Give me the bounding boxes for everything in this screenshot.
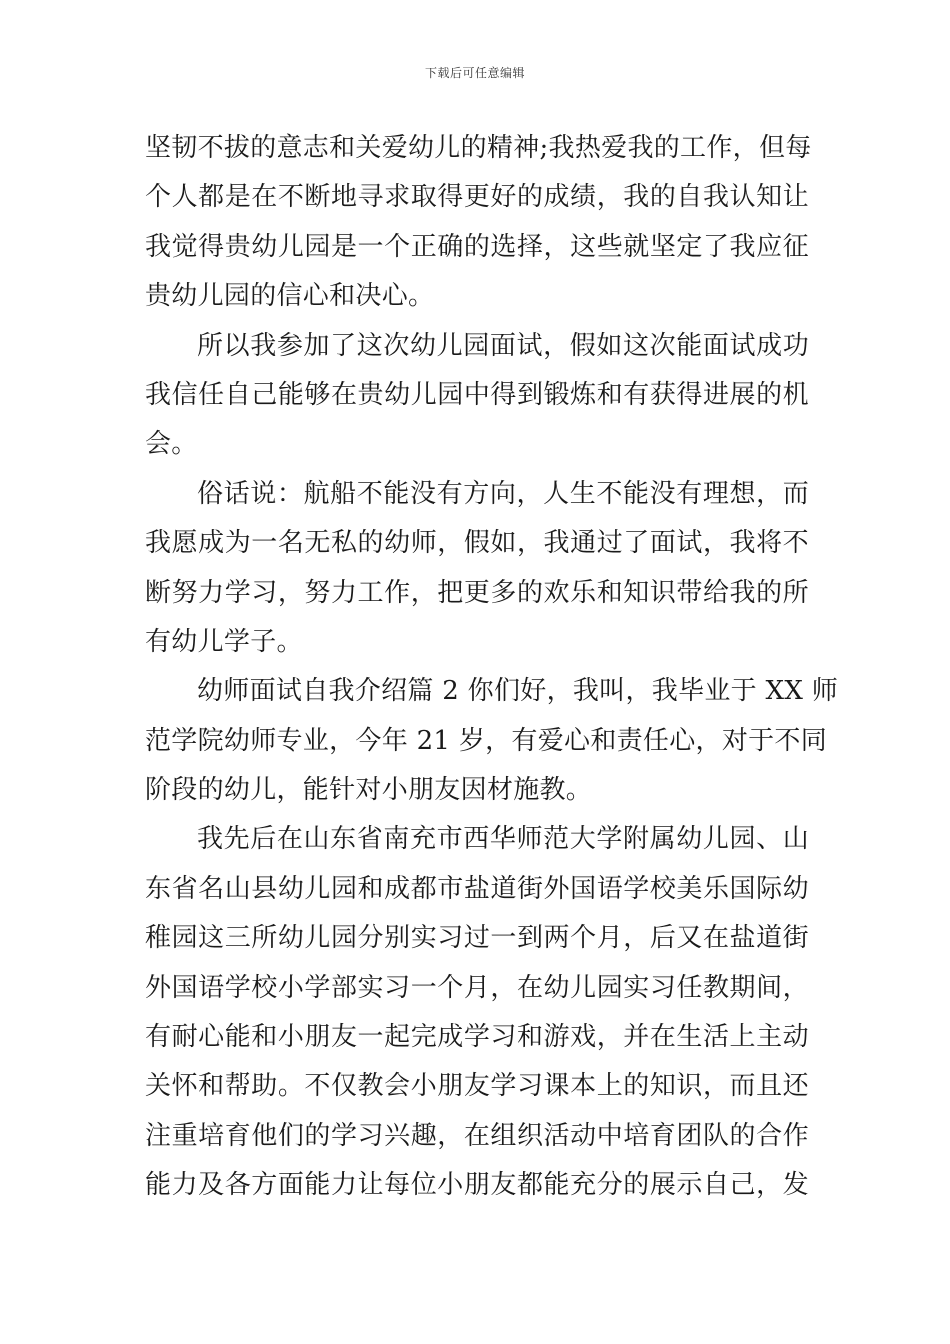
text-line: 稚园这三所幼儿园分别实习过一到两个月，后又在盐道街 bbox=[145, 923, 809, 954]
header-note: 下载后可任意编辑 bbox=[424, 66, 525, 80]
text-line: 个人都是在不断地寻求取得更好的成绩，我的自我认知让 bbox=[145, 182, 809, 213]
text-line: 外国语学校小学部实习一个月，在幼儿园实习任教期间， bbox=[145, 972, 809, 1003]
text-line: 所以我参加了这次幼儿园面试，假如这次能面试成功 bbox=[197, 330, 809, 361]
text-line: 我先后在山东省南充市西华师范大学附属幼儿园、山 bbox=[197, 824, 809, 855]
text-line: 会。 bbox=[145, 429, 198, 460]
text-line: 幼师面试自我介绍篇 2 你们好，我叫，我毕业于 XX 师 bbox=[197, 676, 839, 707]
text-line: 俗话说：航船不能没有方向，人生不能没有理想，而 bbox=[197, 478, 809, 509]
text-line: 阶段的幼儿，能针对小朋友因材施教。 bbox=[145, 775, 593, 806]
text-line: 东省名山县幼儿园和成都市盐道街外国语学校美乐国际幼 bbox=[145, 873, 809, 904]
text-line: 范学院幼师专业，今年 21 岁，有爱心和责任心，对于不同 bbox=[145, 725, 828, 756]
body-text bbox=[145, 124, 839, 1211]
text-line: 断努力学习，努力工作，把更多的欢乐和知识带给我的所 bbox=[145, 577, 809, 608]
text-line: 贵幼儿园的信心和决心。 bbox=[145, 281, 435, 312]
text-line: 有幼儿学子。 bbox=[145, 626, 303, 657]
text-line: 注重培育他们的学习兴趣，在组织活动中培育团队的合作 bbox=[145, 1120, 809, 1151]
text-line: 能力及各方面能力让每位小朋友都能充分的展示自己，发 bbox=[145, 1170, 809, 1201]
text-line: 我愿成为一名无私的幼师，假如，我通过了面试，我将不 bbox=[145, 528, 809, 559]
text-line: 关怀和帮助。不仅教会小朋友学习课本上的知识，而且还 bbox=[145, 1071, 809, 1102]
text-line: 有耐心能和小朋友一起完成学习和游戏，并在生活上主动 bbox=[145, 1022, 809, 1053]
text-line: 坚韧不拔的意志和关爱幼儿的精神;我热爱我的工作，但每 bbox=[145, 133, 812, 163]
text-line: 我觉得贵幼儿园是一个正确的选择，这些就坚定了我应征 bbox=[145, 231, 809, 262]
text-line: 我信任自己能够在贵幼儿园中得到锻炼和有获得进展的机 bbox=[145, 379, 809, 410]
